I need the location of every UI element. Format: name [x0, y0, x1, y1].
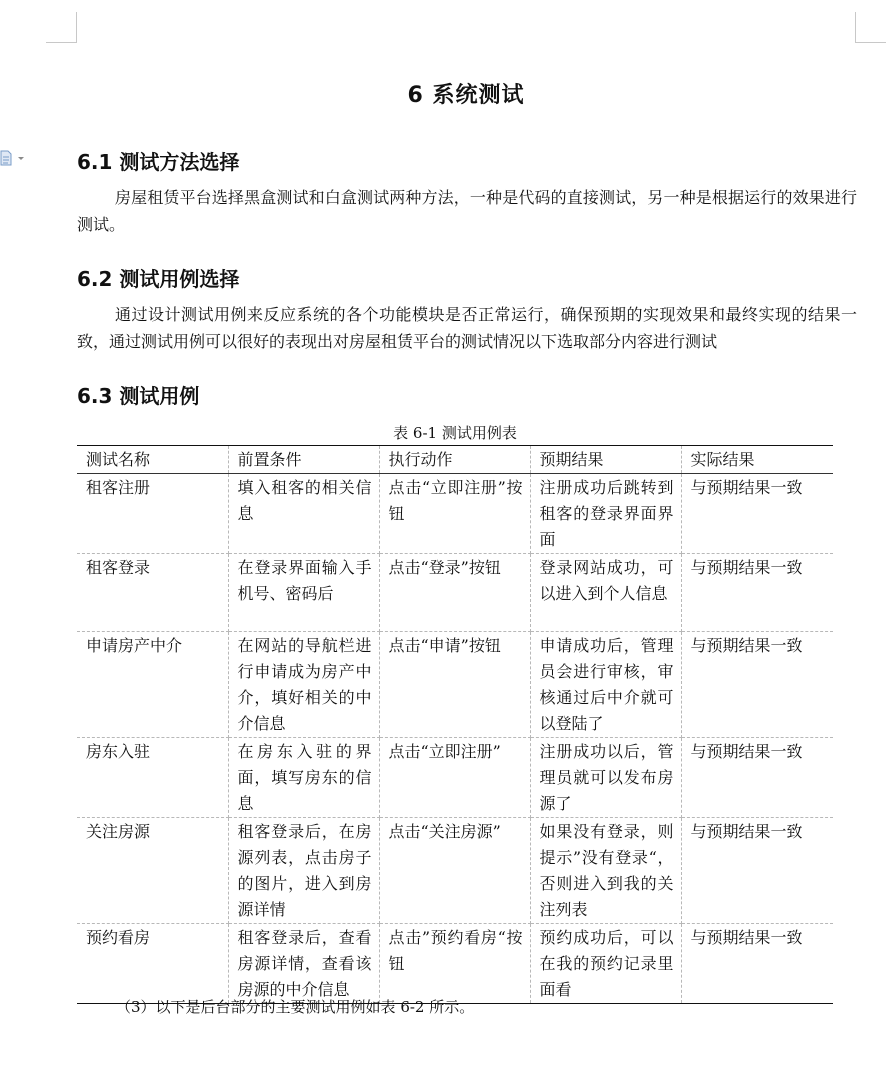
chapter-title: 6 系统测试: [407, 83, 525, 108]
table-cell: 与预期结果一致: [681, 554, 833, 632]
table-cell: 与预期结果一致: [681, 924, 833, 1004]
table-cell: 点击“申请”按钮: [379, 632, 530, 738]
table-cell: 租客登录后，查看房源详情，查看该房源的中介信息: [228, 924, 379, 1004]
header-cell: 执行动作: [379, 446, 530, 474]
table-cell: 申请成功后，管理员会进行审核，审核通过后中介就可以登陆了: [530, 632, 681, 738]
table-cell: 房东入驻: [77, 738, 228, 818]
header-cell: 前置条件: [228, 446, 379, 474]
table-cell: 注册成功后跳转到租客的登录界面界面: [530, 474, 681, 554]
table-cell: 在登录界面输入手机号、密码后: [228, 554, 379, 632]
table-cell: 点击“立即注册”按钮: [379, 474, 530, 554]
section-paragraph-6-2: 通过设计测试用例来反应系统的各个功能模块是否正常运行，确保预期的实现效果和最终实现的结果一致，通过测试用例可以很好的表现出对房屋租赁平台的测试情况以下选取部分内容进行测试: [77, 305, 857, 351]
table-row: [77, 738, 833, 818]
table-row: [77, 818, 833, 924]
table-cell: 如果没有登录，则提示”没有登录“，否则进入到我的关注列表: [530, 818, 681, 924]
document-options-icon[interactable]: [0, 150, 28, 166]
table-row: [77, 474, 833, 554]
header-cell: 预期结果: [530, 446, 681, 474]
section-paragraph-6-1: 房屋租赁平台选择黑盒测试和白盒测试两种方法，一种是代码的直接测试，另一种是根据运行的效果进行测试。: [77, 188, 857, 234]
crop-mark-top-right: [855, 12, 886, 43]
table-cell: 租客登录: [77, 554, 228, 632]
table-cell: 登录网站成功，可以进入到个人信息: [530, 554, 681, 632]
table-cell: 填入租客的相关信息: [228, 474, 379, 554]
table-cell: 点击“登录”按钮: [379, 554, 530, 632]
table-header-row: [77, 446, 833, 474]
table-cell: 与预期结果一致: [681, 632, 833, 738]
table-cell: 租客注册: [77, 474, 228, 554]
table-cell: 点击“立即注册”: [379, 738, 530, 818]
header-cell: 实际结果: [681, 446, 833, 474]
table-cell: 在网站的导航栏进行申请成为房产中介，填好相关的中介信息: [228, 632, 379, 738]
section-heading-6-2: 6.2 测试用例选择: [77, 267, 240, 291]
table-cell: 租客登录后，在房源列表，点击房子的图片，进入到房源详情: [228, 818, 379, 924]
table-cell: 点击”预约看房“按钮: [379, 924, 530, 1004]
table-cell: 关注房源: [77, 818, 228, 924]
section-heading-6-3: 6.3 测试用例: [77, 384, 200, 408]
test-case-table: [77, 445, 833, 1004]
table-cell: 预约看房: [77, 924, 228, 1004]
table-cell: 申请房产中介: [77, 632, 228, 738]
table-cell: 与预期结果一致: [681, 818, 833, 924]
table-row: [77, 924, 833, 1004]
table-caption: 表 6-1 测试用例表: [393, 424, 517, 442]
table-cell: 预约成功后，可以在我的预约记录里面看: [530, 924, 681, 1004]
section-heading-6-1: 6.1 测试方法选择: [77, 150, 240, 174]
follow-up-note: （3）以下是后台部分的主要测试用例如表 6-2 所示。: [116, 998, 475, 1016]
crop-mark-top-left: [46, 12, 77, 43]
table-cell: 在房东入驻的界面，填写房东的信息: [228, 738, 379, 818]
table-cell: 注册成功以后，管理员就可以发布房源了: [530, 738, 681, 818]
table-row: [77, 632, 833, 738]
table-row: [77, 554, 833, 632]
table-cell: 与预期结果一致: [681, 738, 833, 818]
table-cell: 点击“关注房源”: [379, 818, 530, 924]
header-cell: 测试名称: [77, 446, 228, 474]
table-cell: 与预期结果一致: [681, 474, 833, 554]
